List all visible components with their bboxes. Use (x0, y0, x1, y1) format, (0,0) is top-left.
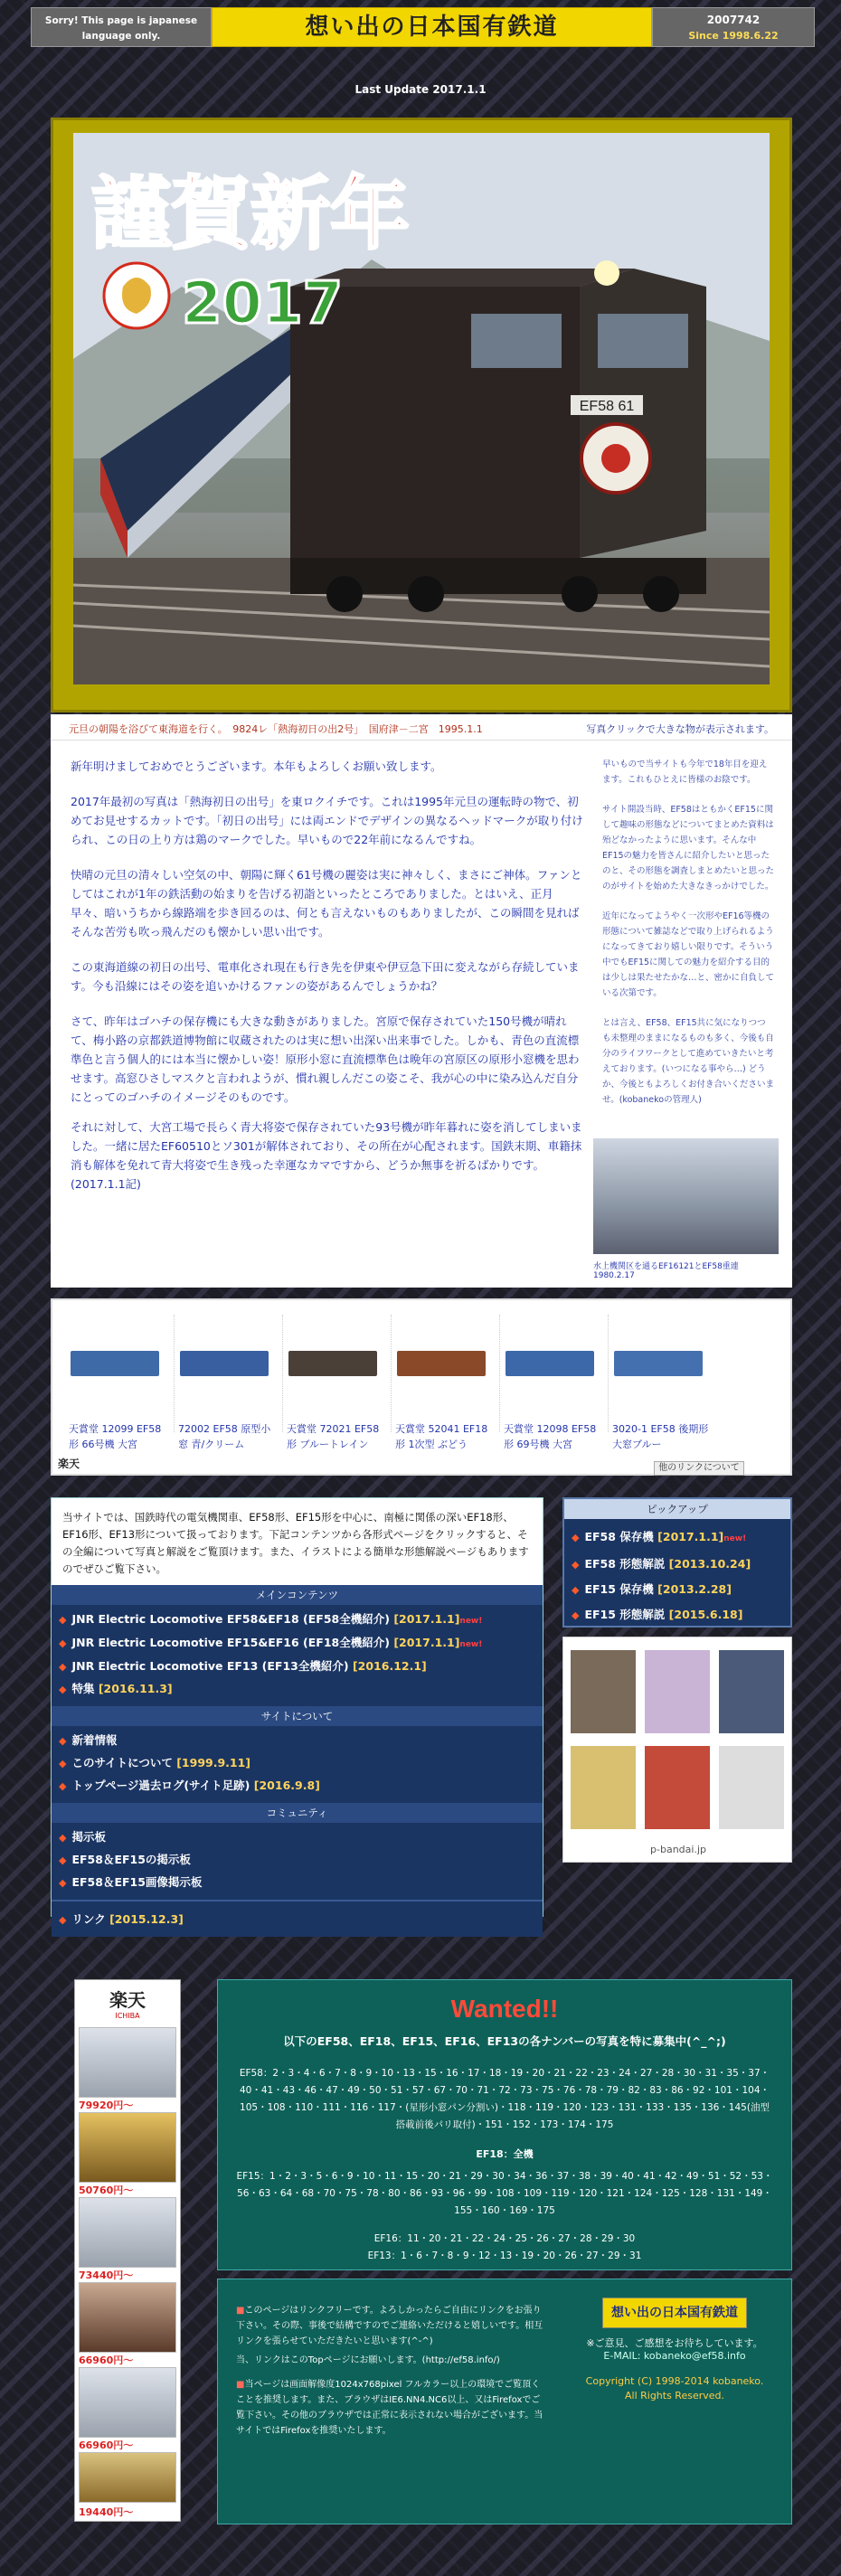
rakuten-item-image[interactable] (79, 2112, 176, 2183)
rakuten-item-image[interactable] (79, 2282, 176, 2353)
top-bar (0, 0, 841, 52)
ad-banner[interactable] (562, 1637, 792, 1863)
nav-item-about[interactable]: ◆ このサイトについて [1999.9.11] (59, 1756, 251, 1769)
link-url-note[interactable]: 当、リンクはこのTopページにお願いします。(http://ef58.info/) (236, 2355, 500, 2365)
side-photo[interactable] (593, 1138, 779, 1254)
rakuten-item-image[interactable] (79, 2367, 176, 2438)
product-image[interactable] (506, 1351, 594, 1376)
pickup-item[interactable]: ◆ EF15 形態解説 [2015.6.18] (572, 1608, 743, 1621)
bullet-icon: ◆ (59, 1758, 67, 1769)
product-image[interactable] (397, 1351, 486, 1376)
wanted-ef13: EF13：1・6・7・8・9・12・13・19・20・26・27・29・31 (367, 2250, 642, 2261)
footer (217, 2279, 792, 2524)
feedback-note: ※ご意見、ご感想をお待ちしています。 (586, 2337, 763, 2349)
wanted-ef18: EF18：全機 (476, 2148, 534, 2160)
hero-photo[interactable] (73, 133, 770, 684)
side-paragraph: サイト開設当時、EF58はともかくEF15に関して趣味の形態などについてまとめた資料は殆どなかったように思います。そんな中EF15の魅力を皆さんに紹介したいと思ったのと、その形態を調査しまとめたいと思ったのがサイトを始めた大きなきっかけでした。 (602, 805, 775, 892)
product-label[interactable]: 天賞堂 12099 EF58形 66号機 大宮 (69, 1423, 162, 1450)
product-item[interactable] (608, 1315, 709, 1450)
bullet-icon: ◆ (572, 1584, 580, 1596)
main-paragraph: さて、昨年はゴハチの保存機にも大きな動きがありました。宮原で保存されていた150号機が晴れて、梅小路の京都鉄道博物館に収蔵されたのは実に想い出深い出来事でした。しかも、青色の直流標準色と言う個人的には本当に懐かしい姿！原形小窓に直流標準色は晩年の宮原区の原形小窓機を思わせます。高窓ひさしマスクと言われようが、慣れ親しんだこの姿こそ、我が心の中に染み込んだ自分にとってのゴハチのイメージそのものです。 (71, 1014, 580, 1104)
other-links-button[interactable]: 他のリンクについて (654, 1461, 744, 1476)
product-label[interactable]: 72002 EF58 原型小窓 青/クリーム (178, 1423, 271, 1450)
site-intro: 当サイトでは、国鉄時代の電気機関車、EF58形、EF15形を中心に、南極に関係の深いEF18形、EF16形、EF13形について扱っております。下記コンテンツから各形式ページをクリックすると、その全編について写真と解説をご覧頂けます。また、イラストによる簡単な形態解説ページもありますのでぜひご覧下さい。 (62, 1511, 529, 1575)
rakuten-price[interactable]: 66960円～ (79, 2438, 176, 2452)
rakuten-item-image[interactable] (79, 2452, 176, 2503)
bullet-icon: ◆ (59, 1914, 67, 1926)
rakuten-price[interactable]: 73440円～ (79, 2268, 176, 2282)
email-link[interactable]: E-MAIL: kobaneko@ef58.info (603, 2350, 746, 2362)
rakuten-price[interactable]: 66960円～ (79, 2353, 176, 2367)
pickup-item[interactable]: ◆ EF58 保存機 [2017.1.1]new! (572, 1530, 747, 1543)
rakuten-price[interactable]: 19440円～ (79, 2505, 176, 2519)
wanted-ef15: EF15：1・2・3・5・6・9・10・11・15・20・21・29・30・34・36・37・38・39・40・41・42・49・51・52・53・56・63・64・68・70・75・78・80・86・93・96・99・108・109・119・120・121・124・125・128・131・149・155・160・169・175 (236, 2171, 773, 2216)
photo-caption-bar (51, 714, 792, 740)
link-free-note: このページはリンクフリーです。よろしかったらご自由にリンクをお張り下さい。その際、事後で結構ですのでご連絡いただけると嬉しいです。相互リンクを張らせていただきたいと思います(^-^) (236, 2306, 543, 2346)
side-photo-caption: 水上機関区を通るEF16121とEF58重連 1980.2.17 (593, 1262, 747, 1280)
community-list (52, 1823, 543, 1900)
nav-item-log[interactable]: ◆ トップページ過去ログ(サイト足跡) [2016.9.8] (59, 1779, 320, 1792)
main-contents-heading: メインコンテンツ (52, 1585, 543, 1605)
main-paragraph: 2017年最初の写真は「熱海初日の出号」を東ロクイチです。これは1995年元旦の運転時の物で、初めてお見せするカットです。「初日の出号」には両エンドでデザインの異なるヘッドマークが取り付けられ、この日の上り方は鶏のマークでした。早いもので22年前になるんですね。 (71, 795, 583, 846)
visit-counter (652, 7, 815, 47)
ad-image[interactable] (645, 1650, 710, 1733)
product-item[interactable] (282, 1315, 382, 1450)
nav-item-news[interactable]: ◆ 新着情報 (59, 1733, 118, 1747)
bullet-icon: ◆ (59, 1614, 67, 1626)
rakuten-item-image[interactable] (79, 2027, 176, 2098)
rakuten-sidebar (74, 1979, 181, 2522)
rakuten-product-strip (51, 1298, 792, 1476)
bullet-icon: ◆ (59, 1832, 67, 1844)
ad-image[interactable] (645, 1746, 710, 1829)
about-list (52, 1726, 543, 1803)
rakuten-logo-large[interactable]: 楽天 (109, 1989, 146, 2011)
main-paragraph: それに対して、大宮工場で長らく青大将姿で保存されていた93号機が昨年暮れに姿を消してしまいました。一緒に居たEF60510とソ301が解体されており、その所在が心配されます。国鉄末期、車籍抹消も解体を免れて青大将姿で生き残った幸運なカマですから、どうか無事を祈るばかりです。 (71, 1120, 582, 1172)
bullet-icon: ■ (236, 2380, 245, 2390)
product-label[interactable]: 天賞堂 12098 EF58形 69号機 大宮 (504, 1423, 597, 1450)
pickup-list (564, 1519, 790, 1633)
main-contents-list (52, 1605, 543, 1706)
product-item[interactable] (391, 1315, 490, 1450)
pickup-panel (562, 1497, 792, 1628)
greeting-year: 2017 (182, 270, 344, 337)
product-image[interactable] (180, 1351, 269, 1376)
rakuten-item-image[interactable] (79, 2197, 176, 2268)
main-panel (51, 740, 792, 1288)
links-list (52, 1900, 543, 1937)
product-item[interactable] (499, 1315, 599, 1450)
pickup-heading: ピックアップ (564, 1499, 790, 1519)
product-image[interactable] (288, 1351, 377, 1376)
pickup-item[interactable]: ◆ EF15 保存機 [2013.2.28] (572, 1582, 732, 1596)
nav-item-image-bbs[interactable]: ◆ EF58＆EF15画像掲示板 (59, 1875, 203, 1889)
locomotive-illustration (73, 133, 770, 684)
loco-number-plate: EF58 61 (579, 399, 635, 414)
rakuten-sub: ICHIBA (115, 2012, 140, 2020)
ad-image[interactable] (571, 1650, 636, 1733)
hero-frame (51, 118, 792, 712)
ad-image[interactable] (719, 1650, 784, 1733)
product-item[interactable] (65, 1315, 165, 1450)
rakuten-price[interactable]: 79920円～ (79, 2098, 176, 2112)
greeting-text: 謹賀新年 (91, 166, 411, 260)
ad-image[interactable] (719, 1746, 784, 1829)
site-title[interactable]: 想い出の日本国有鉄道 (212, 7, 652, 47)
bullet-icon: ◆ (59, 1854, 67, 1866)
main-paragraph: 快晴の元旦の清々しい空気の中、朝陽に輝く61号機の麗姿は実に神々しく、まさにご神体。ファンとしてはこれが1年の鉄活動の始まりを告げる初詣といったところでありました。とはいえ、正月早々、暗いうちから線路端を歩き回るのは、何とも言えないものもありましたが、この瞬間を見ればそんな苦労も吹っ飛んだのも懐かしい思い出です。 (71, 868, 582, 939)
wanted-title: Wanted!! (450, 1995, 559, 2023)
footer-contact (566, 2298, 783, 2403)
bullet-icon: ◆ (572, 1559, 580, 1571)
nav-item-bbs[interactable]: ◆ 掲示板 (59, 1830, 106, 1844)
product-image[interactable] (71, 1351, 159, 1376)
nav-item-ef13[interactable]: ◆ JNR Electric Locomotive EF13 (EF13全機紹介) [2016.12.1] (59, 1659, 427, 1673)
product-label[interactable]: 天賞堂 72021 EF58形 ブルートレイン (287, 1423, 380, 1450)
photo-click-hint: 写真クリックで大きな物が表示されます。 (586, 723, 774, 735)
since-date: Since 1998.6.22 (688, 30, 779, 42)
site-logo-banner[interactable]: 想い出の日本国有鉄道 (602, 2298, 747, 2328)
side-paragraph: とは言え、EF58、EF15共に気になりつつも未整理のままになるものも多く、今後も自分のライフワークとして進めていきたいと考えております。(いつになる事やら…) どうか、今後ともよろしくお付き合いくださいませ。(kobanekoの管理人) (602, 1018, 775, 1105)
language-notice: Sorry! This page is japanese language only. (31, 7, 212, 47)
product-item[interactable] (174, 1315, 273, 1450)
nav-item-bbs-ef58[interactable]: ◆ EF58＆EF15の掲示板 (59, 1853, 191, 1866)
main-paragraph: この東海道線の初日の出号、電車化され現在も行き先を伊東や伊豆急下田に変えながら存続しています。今も沿線にはその姿を追いかけるファンの姿があるんでしょうかね？ (71, 960, 580, 993)
side-paragraph: 早いもので当サイトも今年で18年目を迎えます。これもひとえに皆様のお陰です。 (602, 760, 768, 785)
bullet-icon: ◆ (59, 1637, 67, 1649)
side-paragraph: 近年になってようやく一次形やEF16等機の形態について雑誌などで取り上げられるようになってきており嬉しい限りです。そういう中でもEF15に関しての魅力を紹介する目的は少しは果たせたかな…と、密かに自負している次第です。 (602, 911, 775, 998)
nav-item-links[interactable]: ◆ リンク [2015.12.3] (59, 1912, 184, 1926)
side-message (602, 757, 774, 1122)
copyright: Copyright (C) 1998-2014 kobaneko. (585, 2375, 764, 2387)
main-paragraph: 新年明けましておめでとうございます。本年もよろしくお願い致します。 (71, 760, 442, 773)
ad-image[interactable] (571, 1746, 636, 1829)
wanted-ef16: EF16：11・20・21・22・24・25・26・27・28・29・30 (373, 2233, 636, 2244)
site-info-panel (51, 1497, 543, 1926)
bullet-icon: ◆ (59, 1684, 67, 1695)
wanted-panel (217, 1979, 792, 2270)
wanted-subtitle: 以下のEF58、EF18、EF15、EF16、EF13の各ナンバーの写真を特に募集中(^_^;) (283, 2034, 726, 2048)
rights: All Rights Reserved. (624, 2390, 725, 2401)
bullet-icon: ◆ (572, 1609, 580, 1621)
main-message (71, 757, 586, 1210)
bullet-icon: ◆ (59, 1877, 67, 1889)
nav-item-ef15[interactable]: ◆ JNR Electric Locomotive EF15&EF16 (EF18全機紹介) [2017.1.1]new! (59, 1636, 483, 1649)
bullet-icon: ◆ (59, 1780, 67, 1792)
community-heading: コミュニティ (52, 1803, 543, 1823)
bullet-icon: ◆ (59, 1661, 67, 1673)
pickup-item[interactable]: ◆ EF58 形態解説 [2013.10.24] (572, 1557, 751, 1571)
main-date: (2017.1.1記) (71, 1177, 141, 1191)
bullet-icon: ◆ (59, 1735, 67, 1747)
bullet-icon: ◆ (572, 1532, 580, 1543)
product-label[interactable]: 天賞堂 52041 EF18形 1次型 ぶどう (395, 1423, 488, 1450)
nav-item-ef58[interactable]: ◆ JNR Electric Locomotive EF58&EF18 (EF58全機紹介) [2017.1.1]new! (59, 1612, 483, 1626)
product-image[interactable] (614, 1351, 703, 1376)
nav-item-special[interactable]: ◆ 特集 [2016.11.3] (59, 1682, 173, 1695)
browser-note: 当ページは画面解像度1024x768pixel フルカラー以上の環境でご覧頂くことを推奨します。また、ブラウザはIE6.NN4.NC6以上、又はFirefoxでご覧下さい。その他のブラウザでは正常に表示されない場合がございます。当サイトではFirefoxを推奨いたします。 (236, 2380, 543, 2436)
rakuten-logo[interactable]: 楽天 (58, 1458, 80, 1470)
ad-caption[interactable]: p-bandai.jp (650, 1844, 706, 1855)
footer-notes (236, 2303, 548, 2439)
counter-value: 2007742 (706, 14, 761, 26)
product-label[interactable]: 3020-1 EF58 後期形 大窓ブルー (612, 1423, 709, 1450)
about-heading: サイトについて (52, 1706, 543, 1726)
bullet-icon: ■ (236, 2306, 245, 2316)
photo-caption: 元旦の朝陽を浴びて東海道を行く。 9824レ「熱海初日の出2号」 国府津－二宮 1995.1.1 (69, 723, 483, 735)
wanted-ef58: EF58：2・3・4・6・7・8・9・10・13・15・16・17・18・19・20・21・22・23・24・27・28・30・31・35・37・40・41・43・46・47・49・50・51・57・67・70・71・72・73・75・76・78・79・82・83・86・92・101・104・105・108・110・111・116・117・(星形小窓パン分割い)・118・119・120・123・131・133・135・136・145(油型搭載前後パリ取付)・151・152・173・174・175 (239, 2068, 770, 2130)
last-update: Last Update 2017.1.1 (354, 83, 487, 96)
rakuten-price[interactable]: 50760円～ (79, 2183, 176, 2197)
